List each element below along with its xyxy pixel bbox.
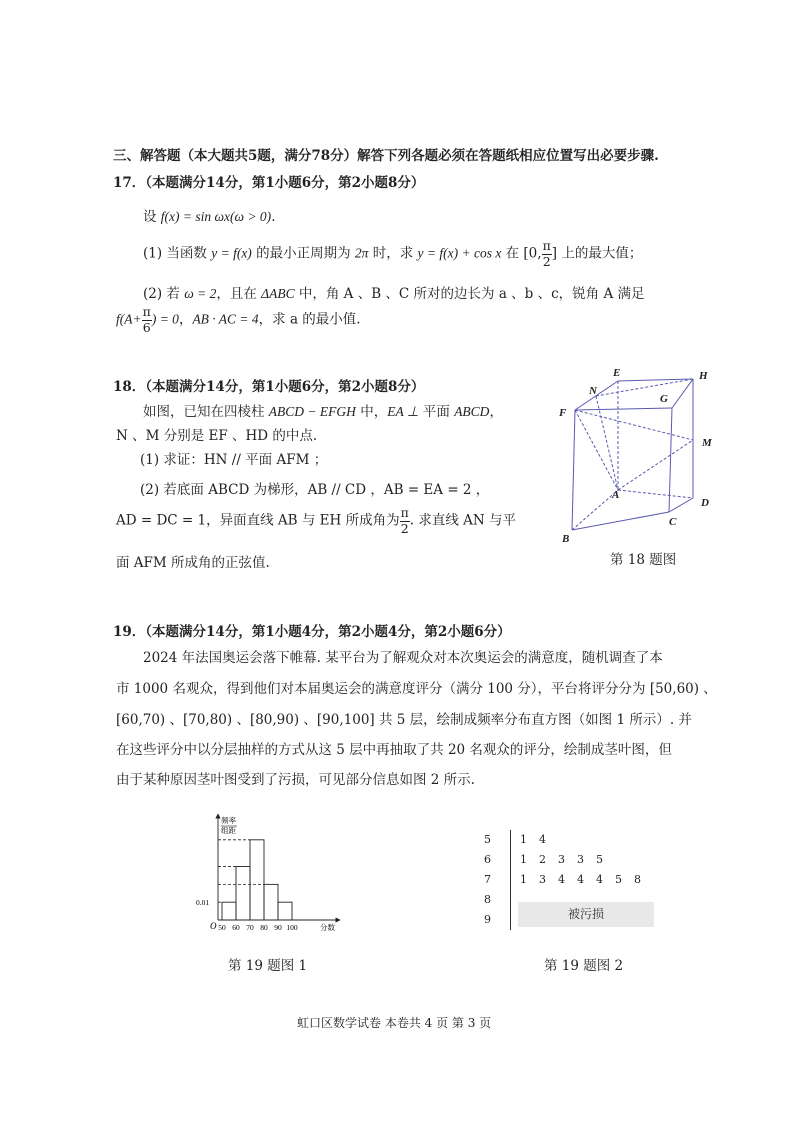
q17-p3-math-1: f(A+ <box>116 311 142 327</box>
leaf-6-2: 3 <box>558 853 565 866</box>
q18-line2: N 、M 分别是 EF 、HD 的中点. <box>116 428 318 444</box>
q19-line2: 市 1000 名观众，得到他们对本届奥运会的满意度评分（满分 100 分），平台将评分分为 [50,60) 、 <box>116 681 717 697</box>
seg-na <box>596 396 618 490</box>
q18-l1-math-3: ABCD <box>454 404 490 419</box>
q18-figure-caption: 第 18 题图 <box>610 552 677 568</box>
q18-l1-math-2: EA ⊥ <box>387 404 419 419</box>
q18-part2-cont <box>116 507 516 535</box>
q17-p2-math-2: ΔABC <box>261 286 295 301</box>
y-tick-label-0.01: 0.01 <box>196 898 210 908</box>
edge-fg <box>575 408 672 410</box>
q18-p3-fraction <box>400 507 410 535</box>
q18-p3-frac-den: 2 <box>400 520 409 536</box>
q19-line5: 由于某种原因茎叶图受到了污损，可见部分信息如图 2 所示. <box>116 772 475 788</box>
q18-l1-math-1: ABCD − EFGH <box>268 404 356 419</box>
edge-bc <box>572 512 669 530</box>
leaf-6-1: 2 <box>539 853 546 866</box>
x-tick-label-70: 70 <box>246 923 254 932</box>
q17-part2-cont <box>116 306 361 334</box>
origin-label: O <box>210 921 217 931</box>
seg-fa <box>575 410 618 490</box>
histogram-bar-[70,80) <box>250 840 264 920</box>
leaf-7-0: 1 <box>520 873 527 886</box>
q19-line3: [60,70) 、[70,80) 、[80,90) 、[90,100] 共 5 层，绘制成频率分布直方图（如图 1 所示）. 并 <box>116 712 692 728</box>
q18-line1 <box>143 400 503 420</box>
leaf-6-0: 1 <box>520 853 527 866</box>
seg-nh <box>596 379 693 396</box>
q17-part1 <box>143 240 642 268</box>
q19-figure1-caption: 第 19 题图 1 <box>228 958 308 974</box>
edge-hg <box>672 379 693 408</box>
x-axis-label: 分数 <box>320 923 335 932</box>
label-b: B <box>562 533 570 545</box>
leaf-7-1: 3 <box>539 873 546 886</box>
q17-p2-text-a: (2) 若 <box>143 286 185 302</box>
histogram-bar-[60,70) <box>236 867 250 920</box>
q17-intro-end: . <box>271 209 276 225</box>
q17-part2 <box>143 282 645 302</box>
stem-9: 9 <box>484 913 491 926</box>
label-e: E <box>613 367 621 379</box>
x-tick-label-50: 50 <box>218 923 226 932</box>
q19-figure2-caption: 第 19 题图 2 <box>544 958 624 974</box>
leaf-6-3: 3 <box>577 853 584 866</box>
edge-ad <box>618 490 693 498</box>
label-m: M <box>702 437 712 449</box>
leaf-7-5: 5 <box>615 873 622 886</box>
q18-prism-figure <box>550 360 730 550</box>
q18-l1-text-c: 平面 <box>418 404 455 420</box>
q17-p2-text-c: 中，角 A 、B 、C 所对的边长为 a 、b 、c，锐角 A 满足 <box>294 286 645 302</box>
q18-part2-end: 面 AFM 所成角的正弦值. <box>116 555 270 571</box>
q17-intro-text: 设 <box>143 209 161 225</box>
leaf-7-4: 4 <box>596 873 603 886</box>
q17-p3-math-2: ) = 0 <box>151 311 179 327</box>
q17-p3-text-b: ， <box>178 311 193 328</box>
label-c: C <box>669 516 677 528</box>
x-tick-label-90: 90 <box>274 923 282 932</box>
q17-p3-fraction <box>142 306 152 334</box>
stem-7: 7 <box>484 873 491 886</box>
q19-stem-leaf <box>480 828 660 933</box>
q17-p1-frac-num: π <box>542 238 551 253</box>
q17-p3-text-c: ，求 a 的最小值. <box>258 311 361 328</box>
q18-p3-frac-num: π <box>400 505 409 520</box>
q17-p1-text-a: (1) 当函数 <box>143 245 212 262</box>
y-label-bottom: 组距 <box>221 826 236 835</box>
q18-l1-text-a: 如图，已知在四棱柱 <box>143 404 269 420</box>
page-footer: 虹口区数学试卷 本卷共 4 页 第 3 页 <box>297 1016 492 1030</box>
x-tick-label-80: 80 <box>260 923 268 932</box>
q17-p1-fraction <box>542 240 552 268</box>
q17-p3-math-3: AB · AC = 4 <box>192 311 259 327</box>
q17-p1-math-2: 2π <box>354 245 369 261</box>
q17-p1-math-3: y = f(x) + cos x <box>417 245 502 261</box>
q17-p1-math-1: y = f(x) <box>211 245 252 261</box>
leaf-7-6: 8 <box>634 873 641 886</box>
q18-p3-text-b: . 求直线 AN 与平 <box>409 512 517 529</box>
q17-p1-frac-den: 2 <box>542 253 551 269</box>
q19-header: 19．（本题满分14分，第1小题4分，第2小题4分，第2小题6分） <box>113 624 511 640</box>
q17-p3-frac-num: π <box>142 304 151 319</box>
edge-cd <box>669 498 693 512</box>
q17-p1-text-c: 时，求 <box>368 245 418 262</box>
q19-histogram <box>190 812 350 937</box>
histogram-bar-[80,90) <box>264 884 278 920</box>
q17-p1-text-e: ] 上的最大值； <box>551 245 643 262</box>
q18-l1-text-d: ， <box>489 404 503 420</box>
histogram-bar-[90,100] <box>278 902 292 920</box>
q18-l1-text-b: 中， <box>355 404 388 420</box>
q17-p2-text-b: ，且在 <box>216 286 262 302</box>
label-d: D <box>701 497 709 509</box>
q17-p3-frac-den: 6 <box>142 319 151 335</box>
label-f: F <box>559 407 567 419</box>
q17-intro <box>143 205 275 225</box>
label-h: H <box>699 370 708 382</box>
q17-p2-math-1: ω = 2 <box>184 286 217 301</box>
q18-header: 18．（本题满分14分，第1小题6分，第2小题8分） <box>113 379 425 395</box>
leaf-7-2: 4 <box>558 873 565 886</box>
stem-5: 5 <box>484 833 491 846</box>
stem-divider <box>510 830 511 930</box>
q18-p3-text-a: AD = DC = 1，异面直线 AB 与 EH 所成角为 <box>116 512 400 529</box>
q18-part2: (2) 若底面 ABCD 为梯形，AB // CD ，AB = EA = 2 ， <box>140 482 490 498</box>
q17-intro-math: f(x) = sin ωx(ω > 0) <box>160 209 272 224</box>
seg-fm <box>575 410 693 440</box>
leaf-5-0: 1 <box>520 833 527 846</box>
leaf-6-4: 5 <box>596 853 603 866</box>
q19-line4: 在这些评分中以分层抽样的方式从这 5 层中再抽取了共 20 名观众的评分，绘制成茎叶图，但 <box>116 742 672 758</box>
x-tick-label-100: 100 <box>286 923 298 932</box>
q19-line1: 2024 年法国奥运会落下帷幕. 某平台为了解观众对本次奥运会的满意度，随机调查了本 <box>143 650 663 666</box>
q18-part1: (1) 求证：HN // 平面 AFM ； <box>140 452 328 468</box>
y-label-top: 频率 <box>221 816 236 825</box>
damaged-area: 被污损 <box>518 902 654 927</box>
q17-p1-text-d: 在 [0, <box>501 245 542 262</box>
seg-am <box>618 440 693 490</box>
leaf-5-1: 4 <box>539 833 546 846</box>
x-tick-label-60: 60 <box>232 923 240 932</box>
label-n: N <box>589 385 597 397</box>
histogram-bar-[50,60) <box>222 902 236 920</box>
leaf-7-3: 4 <box>577 873 584 886</box>
edge-gc <box>669 408 672 512</box>
q17-header: 17．（本题满分14分，第1小题6分，第2小题8分） <box>113 175 425 191</box>
edge-fb <box>572 410 575 530</box>
label-a: A <box>612 489 620 501</box>
q17-p1-text-b: 的最小正周期为 <box>251 245 355 262</box>
section-header: 三、解答题（本大题共5题，满分78分）解答下列各题必须在答题纸相应位置写出必要步骤. <box>113 148 659 164</box>
label-g: G <box>660 393 668 405</box>
stem-8: 8 <box>484 893 491 906</box>
stem-6: 6 <box>484 853 491 866</box>
